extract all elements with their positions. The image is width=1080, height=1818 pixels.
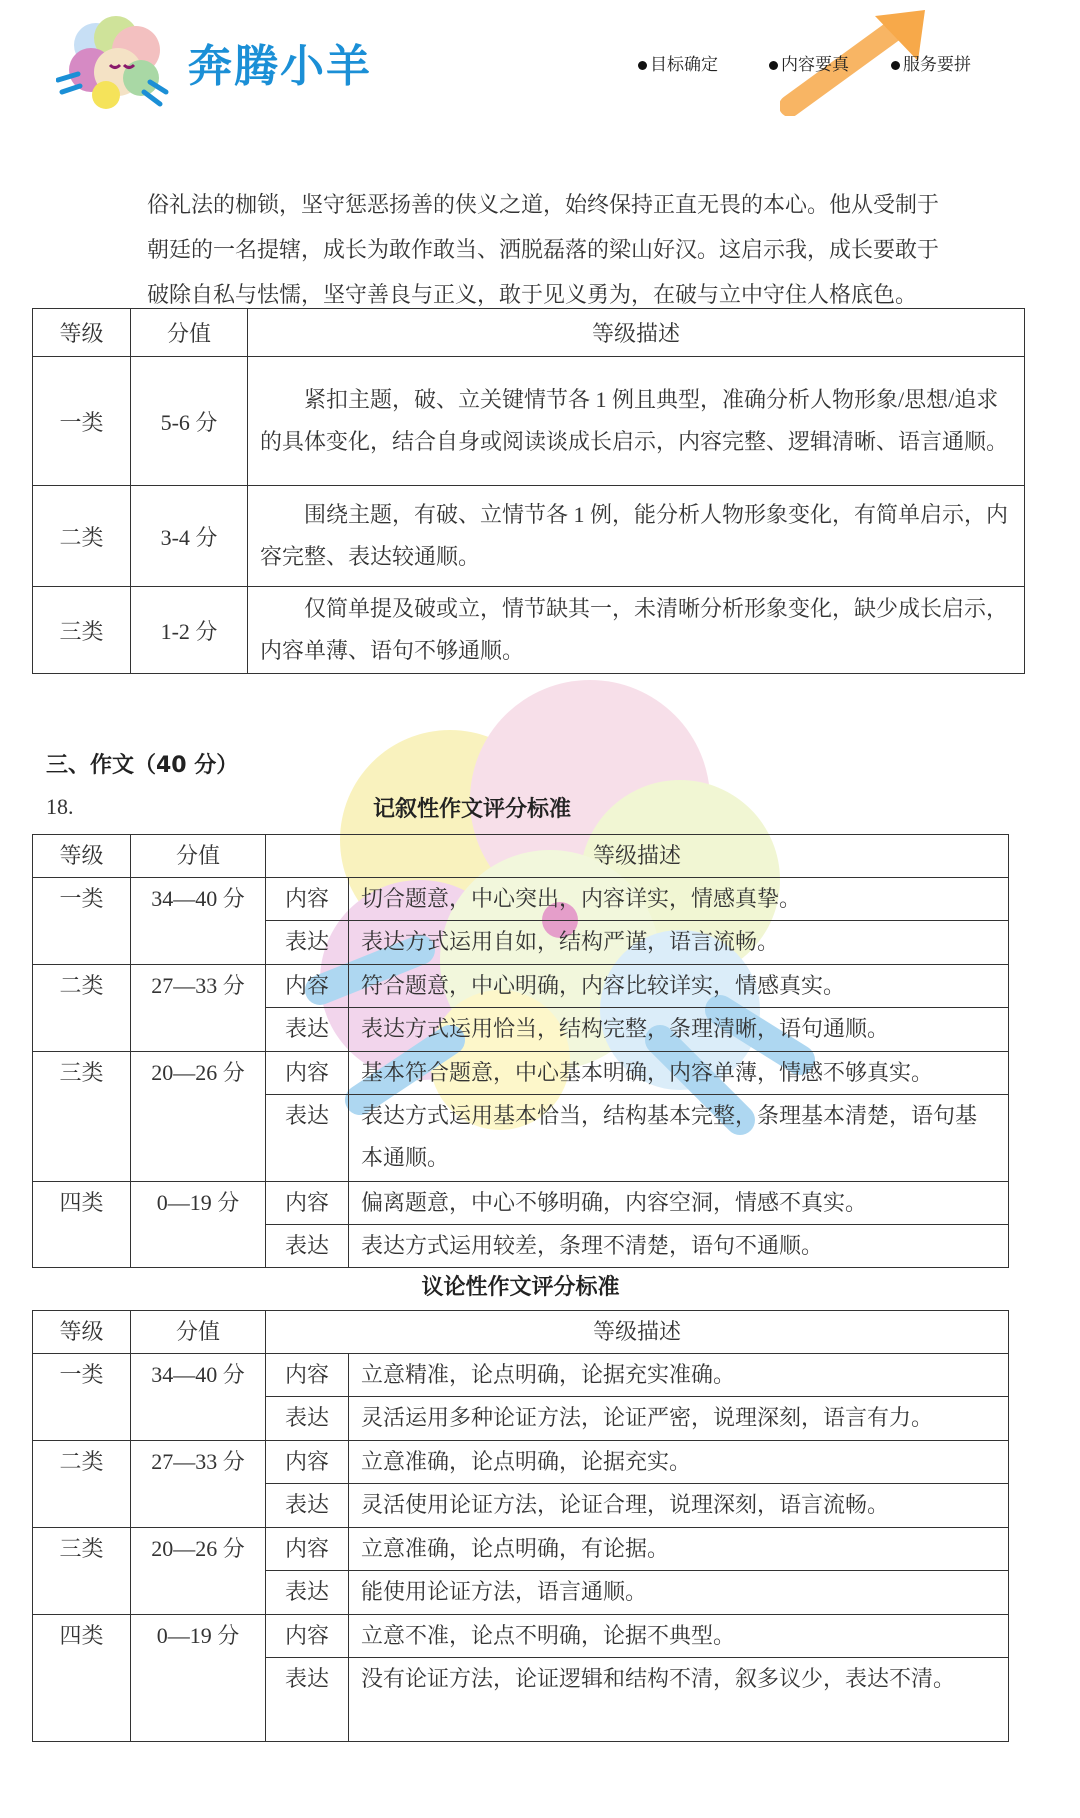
bullet-icon [891,61,900,70]
content-label-cell: 内容 [266,1052,349,1095]
table-row [33,357,1025,486]
section-heading: 三、作文（40 分） [46,753,239,778]
level-cell: 四类 [33,1615,131,1742]
body-paragraph [147,182,1037,317]
level-cell: 三类 [33,587,131,674]
content-label-cell: 内容 [266,965,349,1008]
level-cell: 四类 [33,1182,131,1268]
table-row [33,587,1025,674]
expression-description-cell: 表达方式运用恰当，结构完整，条理清晰，语句通顺。 [349,1008,1009,1052]
table-header-row [33,1311,1009,1354]
header-level: 等级 [33,835,131,878]
content-label-cell: 内容 [266,878,349,921]
expression-description-cell: 灵活使用论证方法，论证合理，说理深刻，语言流畅。 [349,1484,1009,1528]
expression-description-cell: 表达方式运用较差，条理不清楚，语句不通顺。 [349,1225,1009,1268]
table-row-content [33,1528,1009,1571]
expression-label-cell: 表达 [266,1397,349,1441]
paragraph-line: 俗礼法的枷锁，坚守惩恶扬善的侠义之道，始终保持正直无畏的本心。他从受制于 [147,192,940,217]
bullet-icon [638,61,647,70]
description-cell: 围绕主题，有破、立情节各 1 例，能分析人物形象变化，有简单启示，内容完整、表达较通顺。 [248,486,1025,587]
argumentative-table-title: 议论性作文评分标准 [421,1275,620,1300]
expression-label-cell: 表达 [266,1658,349,1742]
nav-label: 服务要拼 [903,55,971,75]
table-row-content [33,1354,1009,1397]
table-header-row [33,309,1025,357]
content-description-cell: 基本符合题意，中心基本明确，内容单薄，情感不够真实。 [349,1052,1009,1095]
content-label-cell: 内容 [266,1354,349,1397]
narrative-essay-rubric-table [32,834,1009,1268]
expression-label-cell: 表达 [266,1484,349,1528]
header-score: 分值 [131,835,266,878]
level-cell: 一类 [33,357,131,486]
nav-item-goal [638,50,718,75]
expression-description-cell: 表达方式运用基本恰当，结构基本完整，条理基本清楚，语句基本通顺。 [349,1095,1009,1182]
paragraph-line: 破除自私与怯懦，坚守善良与正义，敢于见义勇为，在破与立中守住人格底色。 [147,282,918,307]
table-header-row [33,835,1009,878]
brand-name: 奔腾小羊 [188,41,372,92]
content-description-cell: 立意准确，论点明确，有论据。 [349,1528,1009,1571]
question-number: 18. [46,794,74,819]
expression-description-cell: 灵活运用多种论证方法，论证严密，说理深刻，语言有力。 [349,1397,1009,1441]
table-row-content [33,1182,1009,1225]
score-cell: 27—33 分 [131,965,266,1052]
content-description-cell: 立意准确，论点明确，论据充实。 [349,1441,1009,1484]
score-cell: 34—40 分 [131,1354,266,1441]
description-cell: 紧扣主题，破、立关键情节各 1 例且典型，准确分析人物形象/思想/追求的具体变化，结合自身或阅读谈成长启示，内容完整、逻辑清晰、语言通顺。 [248,357,1025,486]
score-cell: 27—33 分 [131,1441,266,1528]
score-cell: 3-4 分 [131,486,248,587]
table-row-content [33,965,1009,1008]
expression-description-cell: 能使用论证方法，语言通顺。 [349,1571,1009,1615]
level-cell: 一类 [33,878,131,965]
nav-label: 目标确定 [650,55,718,75]
header-description: 等级描述 [266,835,1009,878]
content-label-cell: 内容 [266,1615,349,1658]
score-cell: 20—26 分 [131,1052,266,1182]
argumentative-essay-rubric-table [32,1310,1009,1742]
nav-item-content [769,50,849,75]
expression-label-cell: 表达 [266,1008,349,1052]
table-row-content [33,1052,1009,1095]
content-description-cell: 偏离题意，中心不够明确，内容空洞，情感不真实。 [349,1182,1009,1225]
nav-item-service [891,50,971,75]
level-cell: 二类 [33,486,131,587]
expression-description-cell: 表达方式运用自如，结构严谨，语言流畅。 [349,921,1009,965]
level-cell: 三类 [33,1052,131,1182]
table-row-content [33,1441,1009,1484]
table-row-content [33,878,1009,921]
expression-label-cell: 表达 [266,1571,349,1615]
content-label-cell: 内容 [266,1528,349,1571]
header-level: 等级 [33,309,131,357]
level-cell: 二类 [33,965,131,1052]
header-score: 分值 [131,309,248,357]
paragraph-line: 朝廷的一名提辖，成长为敢作敢当、洒脱磊落的梁山好汉。这启示我，成长要敢于 [147,237,940,262]
narrative-table-title: 记叙性作文评分标准 [372,797,571,822]
header-description: 等级描述 [266,1311,1009,1354]
header-description: 等级描述 [248,309,1025,357]
content-description-cell: 切合题意，中心突出，内容详实，情感真挚。 [349,878,1009,921]
content-label-cell: 内容 [266,1182,349,1225]
header-level: 等级 [33,1311,131,1354]
bullet-icon [769,61,778,70]
score-cell: 5-6 分 [131,357,248,486]
score-cell: 0—19 分 [131,1615,266,1742]
nav-label: 内容要真 [781,55,849,75]
level-cell: 二类 [33,1441,131,1528]
level-cell: 三类 [33,1528,131,1615]
table-row [33,486,1025,587]
table-row-content [33,1615,1009,1658]
header-score: 分值 [131,1311,266,1354]
content-description-cell: 立意不准，论点不明确，论据不典型。 [349,1615,1009,1658]
score-cell: 1-2 分 [131,587,248,674]
score-cell: 0—19 分 [131,1182,266,1268]
score-cell: 34—40 分 [131,878,266,965]
expression-description-cell: 没有论证方法，论证逻辑和结构不清，叙多议少，表达不清。 [349,1658,1009,1742]
expression-label-cell: 表达 [266,1225,349,1268]
reading-rubric-table [32,308,1025,674]
level-cell: 一类 [33,1354,131,1441]
content-label-cell: 内容 [266,1441,349,1484]
description-cell: 仅简单提及破或立，情节缺其一，未清晰分析形象变化，缺少成长启示，内容单薄、语句不够通顺。 [248,587,1025,674]
expression-label-cell: 表达 [266,1095,349,1182]
expression-label-cell: 表达 [266,921,349,965]
content-description-cell: 立意精准，论点明确，论据充实准确。 [349,1354,1009,1397]
content-description-cell: 符合题意，中心明确，内容比较详实，情感真实。 [349,965,1009,1008]
score-cell: 20—26 分 [131,1528,266,1615]
